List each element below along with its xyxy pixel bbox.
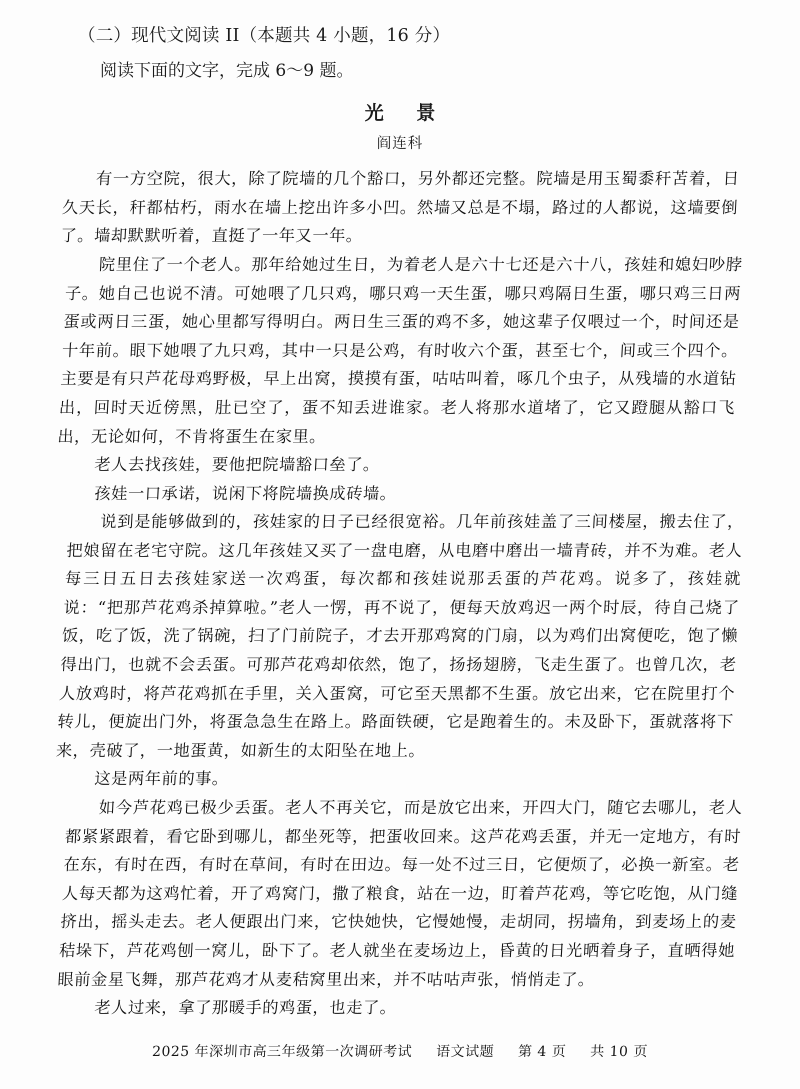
footer-exam-name: 2025 年深圳市高三年级第一次调研考试: [151, 1044, 413, 1060]
paragraph: 院里住了一个老人。那年给她过生日，为着老人是六十七还是六十八，孩娃和媳妇吵脖子。她自己也说不清。可她喂了几只鸡，哪只鸡一天生蛋，哪只鸡隔日生蛋，哪只鸡三日两蛋或两日三蛋，她心里都写得明白。两日生三蛋的鸡不多，她这辈子仅喂过一个，时间还是十年前。眼下她喂了九只鸡，其中一只是公鸡，有时收六个蛋，甚至七个，间或三个四个。主要是有只芦花母鸡野极，早上出窝，摸摸有蛋，咕咕叫着，啄几个虫子，从残墙的水道钻出，回时天近傍黑，肚已空了，蛋不知丢进谁家。老人将那水道堵了，它又蹬腿从豁口飞出，无论如何，不肯将蛋生在家里。: [57, 254, 744, 446]
paragraph: 如今芦花鸡已极少丢蛋。老人不再关它，而是放它出来，开四大门，随它去哪儿，老人都紧紧跟着，看它卧到哪儿，都坐死等，把蛋收回来。这芦花鸡丢蛋，并无一定地方，有时在东，有时在西，有时在草间，有时在田边。每一处不过三日，它便烦了，必换一新室。老人每天都为这鸡忙着，开了鸡窝门，撒了粮食，站在一边，盯着芦花鸡，等它吃饱，从门缝挤出，摇头走去。老人便跟出门来，它快她快，它慢她慢，走胡同，拐墙角，到麦场上的麦秸垛下，芦花鸡刨一窝儿，卧下了。老人就坐在麦场边上，昏黄的日光晒着身子，直晒得她眼前金星飞舞，那芦花鸡才从麦秸窝里出来，并不咕咕声张，悄悄走了。: [57, 798, 744, 989]
article-author: 阎连科: [376, 136, 424, 152]
paragraph: 孩娃一口承诺，说闲下将院墙换成砖墙。: [93, 483, 398, 503]
paragraph: 老人去找孩娃，要他把院墙豁口垒了。: [93, 454, 381, 474]
footer-page-number: 第 4 页: [517, 1044, 567, 1060]
paragraph: 说到是能够做到的，孩娃家的日子已经很宽裕。几年前孩娃盖了三间楼屋，搬去住了，把娘留在老宅守院。这几年孩娃又买了一盘电磨，从电磨中磨出一墙青砖，并不为难。老人每三日五日去孩娃家送一次鸡蛋，每次都和孩娃说那丢蛋的芦花鸡。说多了，孩娃就说：“把那芦花鸡杀掉算啦。”老人一愣，再不说了，便每天放鸡迟一两个时辰，待自己烧了饭，吃了饭，洗了锅碗，扫了门前院子，才去开那鸡窝的门扇，以为鸡们出窝便吃，饱了懒得出门，也就不会丢蛋。可那芦花鸡却依然，饱了，扬扬翅膀，飞走生蛋了。也曾几次，老人放鸡时，将芦花鸡抓在手里，关入蛋窝，可它至天黑都不生蛋。放它出来，它在院里打个转儿，便旋出门外，将蛋急急生在路上。路面铁硬，它是跑着生的。未及卧下，蛋就落将下来，壳破了，一地蛋黄，如新生的太阳坠在地上。: [55, 512, 745, 760]
section-heading: （二）现代文阅读 II（本题共 4 小题，16 分）: [78, 26, 451, 46]
paragraph: 老人过来，拿了那暖手的鸡蛋，也走了。: [93, 998, 398, 1018]
page-footer: [0, 1041, 800, 1061]
reading-instruction: 阅读下面的文字，完成 6～9 题。: [100, 61, 354, 81]
footer-total-pages: 共 10 页: [589, 1044, 649, 1060]
footer-subject: 语文试题: [435, 1044, 495, 1060]
article-title: 光 景: [364, 102, 449, 124]
article-body: [55, 165, 745, 1023]
paragraph: 这是两年前的事。: [93, 769, 230, 789]
paragraph: 有一方空院，很大，除了院墙的几个豁口，另外都还完整。院墙是用玉蜀黍秆苫着，日久天长，秆都枯朽，雨水在墙上挖出许多小凹。然墙又总是不塌，路过的人都说，这墙要倒了。墙却默默听着，直挺了一年又一年。: [60, 169, 741, 246]
